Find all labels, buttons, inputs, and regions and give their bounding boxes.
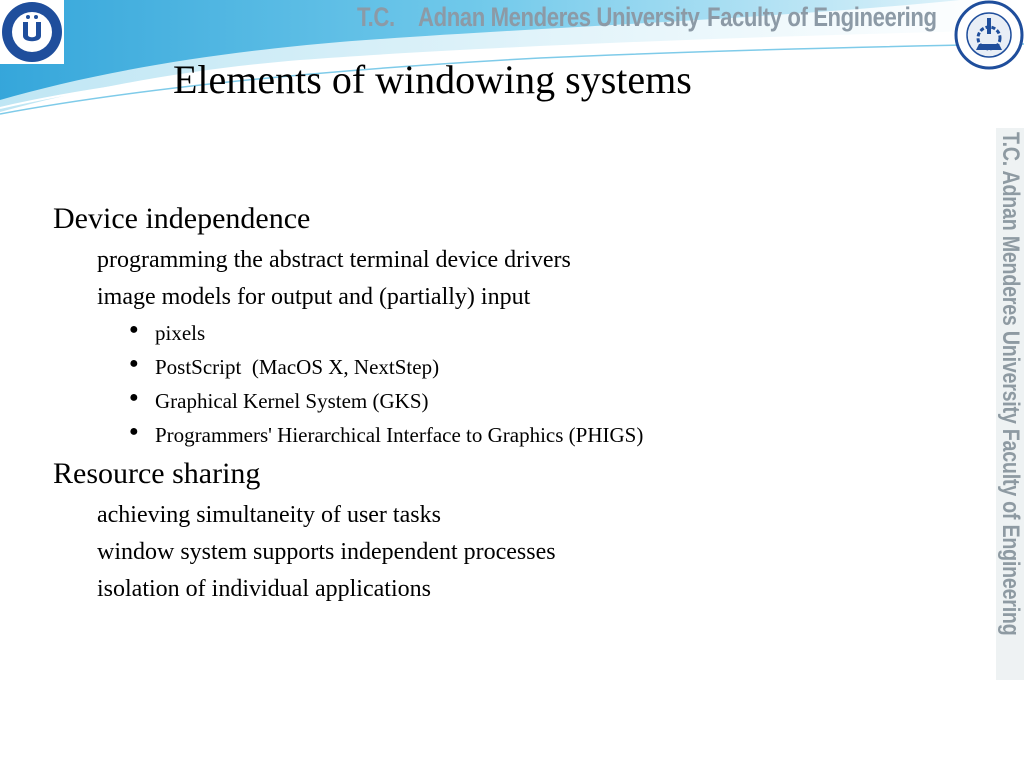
bullet-icon: ● xyxy=(129,355,139,372)
bullet-item xyxy=(129,355,440,380)
slide-title: Elements of windowing systems xyxy=(173,57,692,102)
banner-university-text: Adnan Menderes University xyxy=(418,2,700,32)
list-item: achieving simultaneity of user tasks xyxy=(97,502,441,528)
bullet-item xyxy=(129,321,206,346)
banner-tc-text: T.C. xyxy=(357,2,395,32)
side-banner-text: T.C. Adnan Menderes University Faculty of Engineering xyxy=(997,132,1024,636)
bullet-icon: ● xyxy=(129,423,139,440)
faculty-logo-icon xyxy=(954,0,1024,70)
list-item: window system supports independent processes xyxy=(97,539,556,565)
bullet-text: Programmers' Hierarchical Interface to Graphics (PHIGS) xyxy=(155,423,644,447)
list-item: image models for output and (partially) input xyxy=(97,284,531,310)
section-heading: Resource sharing xyxy=(53,457,261,490)
list-item: isolation of individual applications xyxy=(97,576,431,602)
bullet-text: pixels xyxy=(155,321,206,345)
bullet-icon: ● xyxy=(129,321,139,338)
bullet-item xyxy=(129,389,429,414)
bullet-icon: ● xyxy=(129,389,139,406)
list-item: programming the abstract terminal device drivers xyxy=(97,247,571,273)
banner-faculty-text: Faculty of Engineering xyxy=(707,2,937,32)
bullet-text: Graphical Kernel System (GKS) xyxy=(155,389,429,413)
university-logo-icon xyxy=(0,0,64,64)
section-heading: Device independence xyxy=(53,202,311,235)
bullet-text: PostScript (MacOS X, NextStep) xyxy=(155,355,440,379)
bullet-item xyxy=(129,423,644,448)
